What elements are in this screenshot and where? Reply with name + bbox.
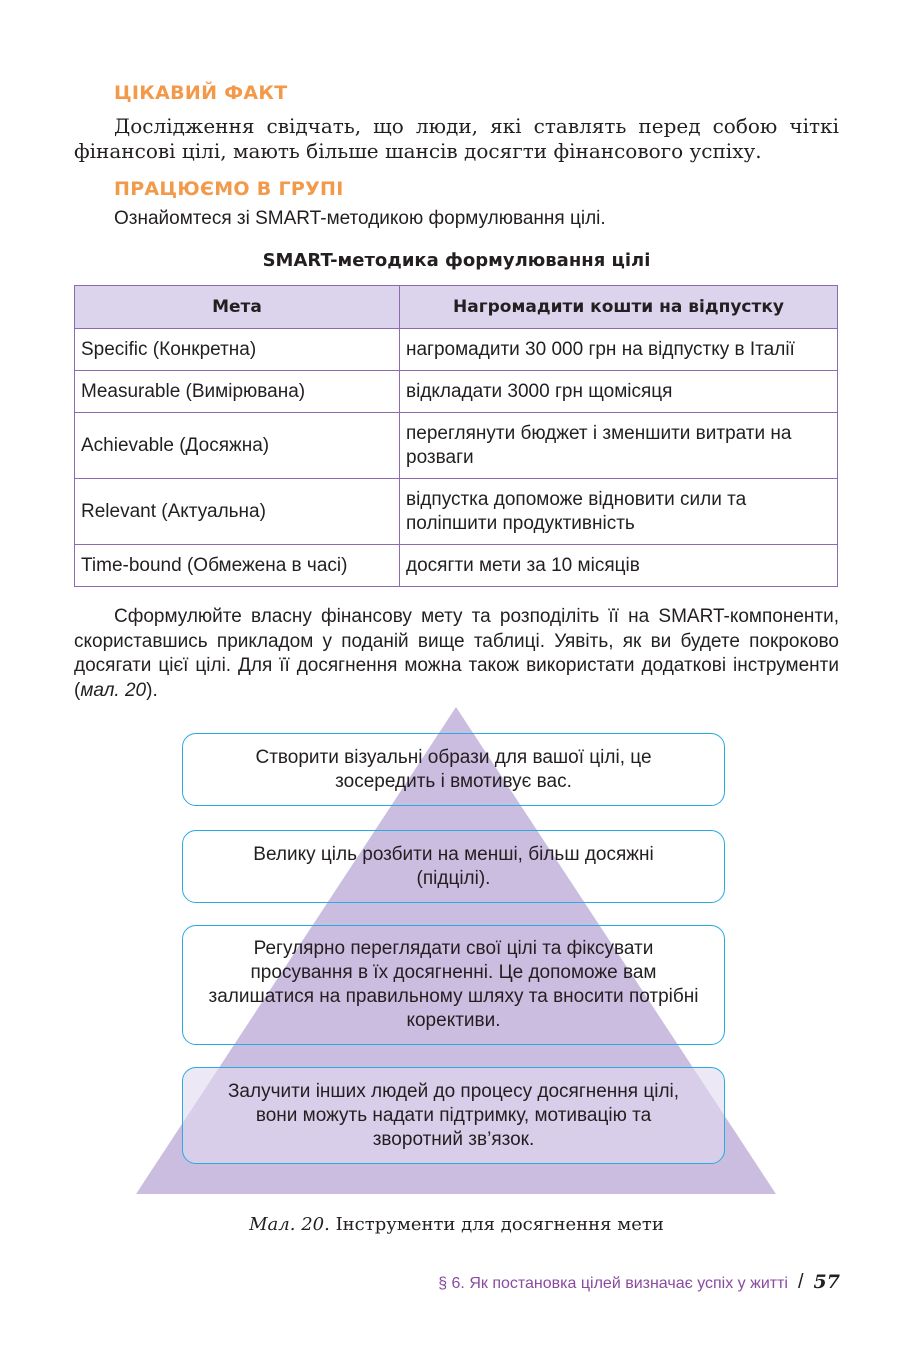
group-intro: Ознайомтеся зі SMART-методикою формулювання цілі. [114,208,606,229]
pyramid-box-3 [182,925,725,1045]
pyramid-box-2 [182,830,725,903]
table-caption: SMART-методика формулювання цілі [262,250,651,271]
table-cell: відкладати 3000 грн щомісяця [400,371,838,413]
fact-heading: ЦІКАВИЙ ФАКТ [114,82,288,104]
table-cell: Time-bound (Обмежена в часі) [75,545,400,587]
page-footer [438,1271,840,1294]
table-cell: Relevant (Актуальна) [75,479,400,545]
table-cell: Achievable (Досяжна) [75,413,400,479]
figure-label: Мал. 20. [249,1214,330,1235]
fact-text: Дослідження свідчать, що люди, які ставлять перед собою чіткі фінансові цілі, мають більше шансів досягти фінансового успіху. [74,114,839,163]
task-text-end: ). [146,679,158,701]
table-header-cell: Нагромадити кошти на відпустку [400,286,838,329]
pyramid-box-1 [182,733,725,806]
pyramid-box-4 [182,1067,725,1164]
pyramid-box-text: Створити візуальні образи для вашої цілі, це зосередить і вмотивує вас. [255,746,652,792]
table-cell: відпустка допоможе відновити сили та поліпшити продуктивність [400,479,838,545]
table-cell: досягти мети за 10 місяців [400,545,838,587]
pyramid-box-text: Залучити інших людей до процесу досягнення цілі, вони можуть надати підтримку, мотивацію та зворотний зв’язок. [227,1080,680,1150]
task-text: Сформулюйте власну фінансову мету та розподіліть її на SMART-компоненти, скориставшись прикладом у поданій вище таблиці. Уявіть, як ви будете покроково досягати цієї цілі. Для її досягнення можна також використати додаткові інструменти ( [74,606,839,701]
table-cell: Specific (Конкретна) [75,329,400,371]
page-number: 57 [813,1271,840,1293]
table-cell: нагромадити 30 000 грн на відпустку в Італії [400,329,838,371]
footer-section-title: § 6. Як постановка цілей визначає успіх у житті [438,1275,788,1292]
table-cell: переглянути бюджет і зменшити витрати на розваги [400,413,838,479]
table-header-cell: Мета [75,286,400,329]
pyramid-box-text: Регулярно переглядати свої цілі та фіксувати просування в їх досягненні. Це допоможе вам залишатися на правильному шляху та вносити потрібні корективи. [208,938,699,1031]
figure-caption-text: Інструменти для досягнення мети [335,1214,664,1235]
pyramid-box-text: Велику ціль розбити на менші, більш досяжні (підцілі). [253,843,654,889]
table-cell: Measurable (Вимірювана) [75,371,400,413]
footer-separator: / [797,1271,804,1293]
figure-caption [74,1214,839,1235]
figure-reference: мал. 20 [80,679,147,701]
group-heading: ПРАЦЮЄМО В ГРУПІ [114,178,344,200]
